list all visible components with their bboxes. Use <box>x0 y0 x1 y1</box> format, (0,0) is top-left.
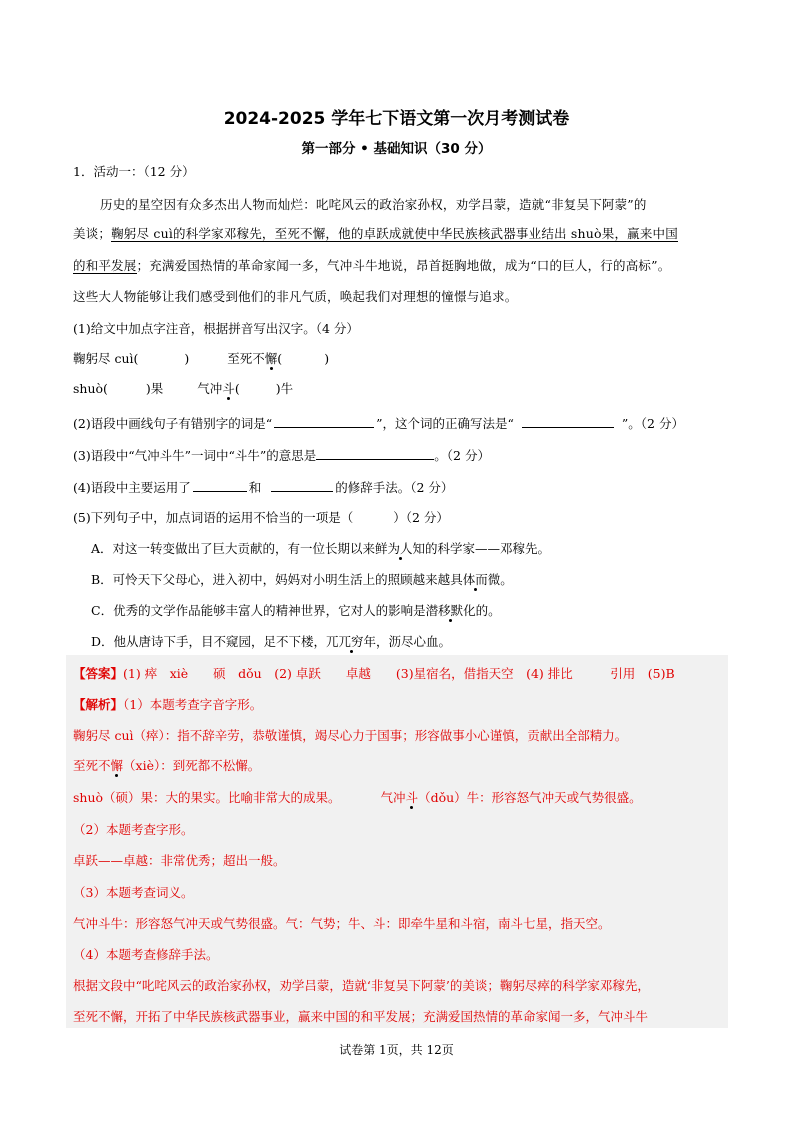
option-d <box>91 633 451 651</box>
question-1-heading: 1．活动一：（12 分） <box>73 164 195 179</box>
dotted-char: 斗 <box>405 790 419 805</box>
underlined-sentence-end: 的和平发展 <box>73 258 137 273</box>
option-b <box>91 571 513 589</box>
prompt-text: (5)下列句子中，加点词语的运用不恰当的一项是（ <box>73 510 354 525</box>
analysis-part-2-heading: （2）本题考查字形。 <box>73 822 194 837</box>
prompt-text: 和 <box>248 480 262 495</box>
passage-line-2 <box>73 225 678 243</box>
analysis-label: 【解析】 <box>73 697 124 712</box>
analysis-line-1: 鞠躬尽 cuì（瘁）：指不辞辛劳，恭敬谨慎，竭尽心力于国事；形容做事小心谨慎，贡献出全部精力。 <box>73 728 628 743</box>
analysis-heading <box>73 696 262 714</box>
answer-blank-rhetoric-2[interactable] <box>271 478 333 492</box>
section-subtitle: 第一部分 • 基础知识（30 分） <box>301 141 492 157</box>
option-c <box>91 602 501 620</box>
option-text: ，沥尽心血。 <box>376 634 452 649</box>
passage-text: ；充满爱国热情的革命家闻一多，气冲斗牛地说，昂首挺胸地做，成为“口的巨人，行的高标”。 <box>136 258 671 273</box>
subquestion-2 <box>73 414 684 433</box>
answer-content: (1) 瘁 xiè 硕 dǒu (2) 卓跃 卓越 (3)星宿名，借指天空 (4) 排比 引用 (5)B <box>123 666 675 681</box>
passage-line-4: 这些大人物能够让我们感受到他们的非凡气质，唤起我们对理想的憧憬与追求。 <box>73 289 518 304</box>
dotted-char: 斗 <box>222 381 235 396</box>
analysis-line-7: 至死不懈，开拓了中华民族核武器事业，赢来中国的和平发展；充满爱国热情的革命家闻一多，气冲斗牛 <box>73 1009 649 1024</box>
fill-cui: 鞠躬尽 cuì( <box>73 351 139 366</box>
fill-shuo: shuò( <box>73 381 108 396</box>
prompt-text: ）（2 分） <box>393 510 449 525</box>
dotted-phrase: 潜移默化 <box>425 603 476 618</box>
word-text: 气冲 <box>197 381 223 396</box>
prompt-text: (3)语段中“气冲斗牛”一词中“斗牛”的意思是 <box>73 448 317 463</box>
option-text: B．可怜天下父母心，进入初中，妈妈对小明生活上的照顾越来越 <box>91 572 451 587</box>
dotted-phrase: 具体而微 <box>450 572 501 587</box>
analysis-text: shuò（硕）果：大的果实。比喻非常大的成果。 <box>73 790 341 805</box>
subquestion-1-prompt: (1)给文中加点字注音，根据拼音写出汉字。（4 分） <box>73 321 359 336</box>
analysis-line-4: 卓跃——卓越：非常优秀；超出一般。 <box>73 853 286 868</box>
analysis-part-4-heading: （4）本题考查修辞手法。 <box>73 947 219 962</box>
analysis-part-3-heading: （3）本题考查词义。 <box>73 885 194 900</box>
paren-close: ) <box>324 351 330 366</box>
prompt-text: ”，这个词的正确写法是“ <box>376 416 514 431</box>
subquestion-3 <box>73 446 490 465</box>
dotted-char: 懈 <box>264 351 278 366</box>
subquestion-1-row-1 <box>73 350 329 368</box>
analysis-text: （dǒu）牛：形容怒气冲天或气势很盛。 <box>418 790 642 805</box>
passage-line-3 <box>73 257 670 275</box>
option-text: 。 <box>500 572 513 587</box>
analysis-text: 至死不 <box>73 758 111 773</box>
dotted-phrase: 鲜为人知 <box>375 541 426 556</box>
answer-blank-meaning[interactable] <box>316 446 434 460</box>
passage-text: 美谈； <box>73 226 112 241</box>
answer-blank-correct-word[interactable] <box>522 414 614 428</box>
paren-close: )牛 <box>275 381 294 396</box>
option-text: 的科学家——邓稼先。 <box>425 541 551 556</box>
analysis-line-5: 气冲斗牛：形容怒气冲天或气势很盛。气：气势；牛、斗：即牵牛星和斗宿，南斗七星，指天空。 <box>73 916 611 931</box>
analysis-line-3 <box>73 789 642 807</box>
option-text: A．对这一转变做出了巨大贡献的，有一位长期以来 <box>91 541 376 556</box>
dotted-char: 懈 <box>110 758 124 773</box>
option-a <box>91 540 550 558</box>
paren-open: ( <box>277 351 283 366</box>
paren-open: ( <box>234 381 240 396</box>
dotted-phrase: 兀兀穷年 <box>326 634 377 649</box>
answer-blank-wrong-word[interactable] <box>274 414 374 428</box>
page-footer: 试卷第 1页，共 12页 <box>339 1043 454 1057</box>
page-title: 2024-2025 学年七下语文第一次月考测试卷 <box>223 109 570 129</box>
option-text: 的。 <box>475 603 501 618</box>
answer-line <box>73 665 675 683</box>
prompt-text: 。（2 分） <box>434 448 490 463</box>
analysis-line-2 <box>73 757 260 775</box>
prompt-text: (2)语段中画线句子有错别字的词是“ <box>73 416 273 431</box>
answer-blank-rhetoric-1[interactable] <box>193 478 247 492</box>
passage-line-1: 历史的星空因有众多杰出人物而灿烂：叱咤风云的政治家孙权，劝学吕蒙，造就“非复吴下阿蒙”的 <box>100 197 647 212</box>
prompt-text: 的修辞手法。（2 分） <box>335 480 454 495</box>
option-text: C．优秀的文学作品能够丰富人的精神世界，它对人的影响是 <box>91 603 426 618</box>
prompt-text: ”。（2 分） <box>621 416 684 431</box>
analysis-line-6: 根据文段中“叱咤风云的政治家孙权，劝学吕蒙，造就‘非复吴下阿蒙’的美谈；鞠躬尽瘁的科学家邓稼先， <box>73 978 650 993</box>
analysis-text: （xiè）：到死都不松懈。 <box>123 758 261 773</box>
underlined-sentence: 鞠躬尽 cuì的科学家邓稼先，至死不懈，他的卓跃成就使中华民族核武器事业结出 shuò果，赢来中国 <box>111 226 678 241</box>
subquestion-1-row-2 <box>73 380 293 398</box>
fill-xie <box>227 351 282 366</box>
prompt-text: (4)语段中主要运用了 <box>73 480 191 495</box>
paren-close: )果 <box>145 381 164 396</box>
word-text: 至死不 <box>227 351 265 366</box>
subquestion-4 <box>73 478 453 497</box>
analysis-text: 气冲 <box>380 790 406 805</box>
subquestion-5 <box>73 509 449 527</box>
paren-close: ) <box>184 351 190 366</box>
answer-label: 【答案】 <box>73 666 124 681</box>
analysis-part-1-heading: （1）本题考查字音字形。 <box>123 697 263 712</box>
fill-dou <box>197 381 239 396</box>
option-text: D．他从唐诗下手，目不窥园，足不下楼， <box>91 634 327 649</box>
